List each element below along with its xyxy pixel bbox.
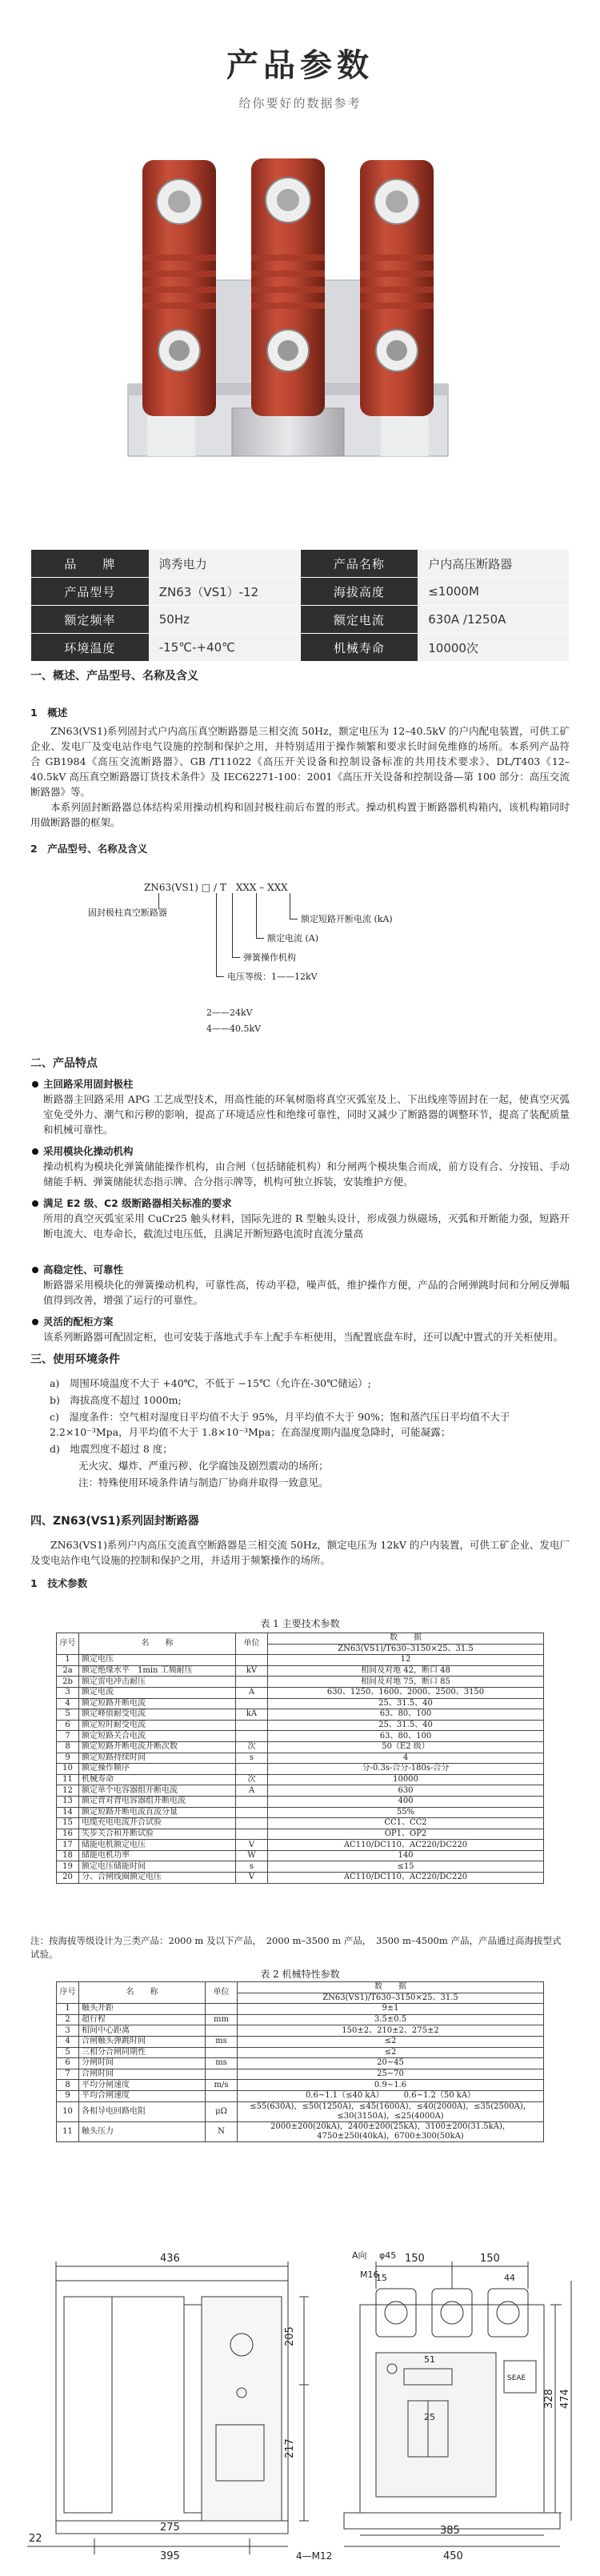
page-header xyxy=(0,0,600,120)
table-header-row xyxy=(57,1633,544,1645)
feature-heading: 灵活的配柜方案 xyxy=(30,1314,570,1329)
feature-heading: 高稳定性、可靠性 xyxy=(30,1262,570,1277)
env-note: 注：特殊使用环境条件请与制造厂协商并取得一致意见。 xyxy=(78,1476,329,1488)
side-view xyxy=(27,2262,309,2554)
table-cell: 25~70 xyxy=(238,2069,544,2080)
feature-text: 所用的真空灭弧室采用 CuCr25 触头材料，国际先进的 R 型触头设计，形成强力纵磁场，灭弧和开断能力强，短路开断电流大、电寿命长，截流过电压低，且满足开断短路电流时直流分量高 xyxy=(43,1212,570,1240)
product-photo xyxy=(112,152,464,472)
table-cell: 150±2、210±2、275±2 xyxy=(238,2025,544,2037)
spec-value: 鸿秀电力 xyxy=(149,550,300,578)
feature-text: 断路器主回路采用 APG 工艺成型技术，用高性能的环氧树脂将真空灭弧室及上、下出线座等固封在一起，使真空灭弧室免受外力、潮气和污秽的影响，提高了环境适应性和绝缘可靠性，同时又减少了断路器的调整环节，提高了装配质量和机械可靠性。 xyxy=(43,1093,570,1136)
table-cell: A xyxy=(236,1687,268,1698)
paragraph: ZN63(VS1)系列户内高压交流真空断路器是三相交流 50Hz，额定电压为 12kV 的户内装置，可供工矿企业、发电厂及变电站作电气设施的控制和保护之用，并适用于频繁操作的场所。 xyxy=(30,1539,570,1566)
table-cell: 15 xyxy=(57,1818,79,1829)
table-cell xyxy=(236,1829,268,1840)
table-row xyxy=(57,1677,544,1688)
spec-row xyxy=(31,634,570,662)
model-label: 电压等级：1——12kV xyxy=(227,972,318,982)
page-subtitle: 给你要好的数据参考 xyxy=(238,96,362,110)
spec-value: 户内高压断路器 xyxy=(418,550,570,578)
spec-key: 品 牌 xyxy=(31,550,150,578)
table-cell xyxy=(236,1764,268,1775)
table-row xyxy=(57,1873,544,1884)
spec-key: 额定电流 xyxy=(300,606,418,634)
front-view xyxy=(344,2262,571,2546)
model-label: 2——24kV xyxy=(206,1008,253,1018)
table-cell: AC110/DC110、AC220/DC220 xyxy=(268,1873,544,1884)
table-row xyxy=(57,1840,544,1851)
table-cell: N xyxy=(206,2121,238,2141)
section-vs1 xyxy=(30,1514,570,1591)
table-cell: 9 xyxy=(57,1753,79,1764)
table-cell: 19 xyxy=(57,1861,79,1873)
feature-text: 操动机构为模块化弹簧储能操作机构，由合闸（包括储能机构）和分闸两个模块集合而成，前方设有合、分按钮、手动储能手柄、弹簧储能状态指示牌、合分指示牌等，机构可独立拆装，安装维护方便。 xyxy=(43,1160,570,1188)
view-a-label: A向 xyxy=(352,2250,367,2261)
table-cell xyxy=(236,1796,268,1807)
spec-value: -15℃-+40℃ xyxy=(149,634,300,662)
table-row xyxy=(57,1807,544,1818)
feature-text: 断路器采用模块化的弹簧操动机构，可靠性高，传动平稳，噪声低，维护操作方便，产品的合闸弹跳时间和分闸反弹幅值得到改善，增强了运行的可靠性。 xyxy=(43,1279,570,1306)
table-cell: 次 xyxy=(236,1741,268,1753)
table-row xyxy=(57,1829,544,1840)
table-cell: 6 xyxy=(57,2058,79,2069)
table-cell: V xyxy=(236,1840,268,1851)
table-cell: ms xyxy=(206,2036,238,2047)
table-header-cell: 名 称 xyxy=(79,1633,236,1655)
table-cell: s xyxy=(236,1753,268,1764)
model-label: 额定短路开断电流 (kA) xyxy=(301,914,393,924)
table-cell: 10 xyxy=(57,2101,79,2121)
table-cell: A xyxy=(236,1785,268,1797)
table-row xyxy=(57,1764,544,1775)
table-cell: kA xyxy=(236,1709,268,1721)
model-label: 弹簧操作机构 xyxy=(243,952,296,963)
table-cell: AC110/DC110、AC220/DC220 xyxy=(268,1840,544,1851)
table-cell: μΩ xyxy=(206,2101,238,2121)
dim-328: 328 xyxy=(543,2389,555,2409)
feature-heading: 主回路采用固封极柱 xyxy=(30,1076,570,1092)
section-overview xyxy=(30,669,570,856)
table-row xyxy=(57,2090,544,2101)
table-cell xyxy=(236,1720,268,1731)
table-cell xyxy=(206,2004,238,2015)
model-label: 固封极柱真空断路器 xyxy=(88,907,167,918)
table-cell: 额定雷电冲击耐压 xyxy=(79,1677,236,1688)
table-cell: 12 xyxy=(57,1785,79,1797)
table-cell: 次 xyxy=(236,1774,268,1785)
table-cell: 机械寿命 xyxy=(79,1774,236,1785)
table-row xyxy=(57,1698,544,1709)
dimension-drawing xyxy=(24,2249,576,2561)
spec-key: 海拔高度 xyxy=(300,578,418,606)
env-item: a) 周围环境温度不大于 +40℃，不低于 −15℃（允许在-30℃储运）; xyxy=(50,1377,371,1389)
table-cell: 7 xyxy=(57,1731,79,1742)
table-cell xyxy=(206,2025,238,2037)
table-cell: 额定电流 xyxy=(79,1687,236,1698)
dim-m12: 4—M12 xyxy=(296,2550,333,2561)
table-cell: 10 xyxy=(57,1764,79,1775)
table-row xyxy=(57,1861,544,1873)
table-cell: 合闸时间 xyxy=(79,2069,206,2080)
section-heading: 三、使用环境条件 xyxy=(30,1353,120,1366)
table-cell: 0.6~1.1（≤40 kA） 0.6~1.2（50 kA） xyxy=(238,2090,544,2101)
spec-row xyxy=(31,606,570,634)
table-cell: 25、31.5、40 xyxy=(268,1698,544,1709)
table-cell: 16 xyxy=(57,1829,79,1840)
dim-150-left: 150 xyxy=(405,2253,425,2265)
table-cell: 合闸触头弹跳时间 xyxy=(79,2036,206,2047)
section-features xyxy=(30,1056,570,1344)
feature-heading: 满足 E2 级、C2 级断路器相关标准的要求 xyxy=(30,1196,570,1211)
model-code-diagram xyxy=(88,880,393,1000)
dim-m16: M16 xyxy=(360,2270,379,2280)
pole-left xyxy=(142,160,216,416)
table-cell: 4 xyxy=(57,2036,79,2047)
table-cell: 11 xyxy=(57,2121,79,2141)
table-cell: 5 xyxy=(57,2047,79,2058)
env-item: c) 湿度条件：空气相对湿度日平均值不大于 95%，月平均值不大于 90%；饱和蒸汽压日平均值不大于 2.2×10⁻³Mpa，月平均值不大于 1.8×10⁻³Mpa；在高湿度期内温度急降时，可能凝露； xyxy=(50,1411,510,1438)
spec-table xyxy=(30,549,570,662)
table-cell: 20 xyxy=(57,1873,79,1884)
table-cell: 7 xyxy=(57,2069,79,2080)
table-cell: 400 xyxy=(268,1796,544,1807)
table-cell: 额定电压储能时间 xyxy=(79,1861,236,1873)
spec-key: 机械寿命 xyxy=(300,634,418,662)
table-row xyxy=(57,2080,544,2091)
table-cell: 140 xyxy=(268,1850,544,1861)
table-row xyxy=(57,2069,544,2080)
dim-150-right: 150 xyxy=(480,2253,500,2265)
dim-22: 22 xyxy=(29,2533,42,2545)
table-row xyxy=(57,1774,544,1785)
table-row xyxy=(57,1720,544,1731)
table-cell: 额定短路开断电流直流分量 xyxy=(79,1807,236,1818)
table-header-cell: 序号 xyxy=(57,1982,79,2004)
table-cell: 触头开距 xyxy=(79,2004,206,2015)
table-cell: ≤55(630A)，≤50(1250A)，≤45(1600A)，≤40(2000A)，≤35(2500A)，≤30(3150A)，≤25(4000A) xyxy=(238,2101,544,2121)
table-cell xyxy=(206,2069,238,2080)
table-cell: 630 xyxy=(268,1785,544,1797)
table-row xyxy=(57,1741,544,1753)
table-header-cell: 名 称 xyxy=(79,1982,206,2004)
table-cell: 3 xyxy=(57,2025,79,2037)
table-cell: 11 xyxy=(57,1774,79,1785)
dim-51: 51 xyxy=(424,2354,435,2365)
table-cell: 2000±200(20kA)，2400±200(25kA)，3100±200(31.5kA)，4750±250(40kA)，6700±300(50kA) xyxy=(238,2121,544,2141)
spec-key: 产品型号 xyxy=(31,578,150,606)
table-cell: 50（E2 级） xyxy=(268,1741,544,1753)
table-cell: 14 xyxy=(57,1807,79,1818)
table-cell xyxy=(236,1698,268,1709)
spec-row xyxy=(31,578,570,606)
table-cell: 平均分闸速度 xyxy=(79,2080,206,2091)
table-cell: 相间中心距离 xyxy=(79,2025,206,2037)
table-cell: 6 xyxy=(57,1720,79,1731)
table-header-cell: 序号 xyxy=(57,1633,79,1655)
spec-value: ZN63（VS1）-12 xyxy=(149,578,300,606)
table-cell: V xyxy=(236,1873,268,1884)
table-cell: 额定短时耐受电流 xyxy=(79,1720,236,1731)
altitude-note: 注：按海拔等级设计为三类产品：2000 m 及以下产品， 2000 m–3500 m 产品， 3500 m–4500m 产品，产品通过高海拔型式试验。 xyxy=(30,1935,562,1960)
dim-25: 25 xyxy=(424,2412,435,2422)
table-cell xyxy=(236,1731,268,1742)
table-cell: 额定峰值耐受电流 xyxy=(79,1709,236,1721)
table-cell: 额定短路开断电流开断次数 xyxy=(79,1741,236,1753)
table-cell: 3.5±0.5 xyxy=(238,2014,544,2025)
section-heading: 二、产品特点 xyxy=(30,1057,98,1070)
table-cell: 630、1250、1600、2000、2500、3150 xyxy=(268,1687,544,1698)
section-heading: 一、概述、产品型号、名称及含义 xyxy=(30,670,198,683)
table-cell: 9±1 xyxy=(238,2004,544,2015)
dim-15: 15 xyxy=(376,2273,387,2283)
table-cell: 9 xyxy=(57,2090,79,2101)
dim-phi45: φ45 xyxy=(379,2250,397,2261)
table-cell: ≤15 xyxy=(268,1861,544,1873)
table-row xyxy=(57,2121,544,2141)
table-header-cell: 数 据 xyxy=(238,1982,544,1993)
table-cell: 超行程 xyxy=(79,2014,206,2025)
table-cell: 失步关合和开断试验 xyxy=(79,1829,236,1840)
table-cell: 8 xyxy=(57,2080,79,2091)
table2-caption: 表 2 机械特性参数 xyxy=(260,1969,340,1980)
pole-right xyxy=(360,160,434,416)
table-row xyxy=(57,2047,544,2058)
drawing-badge: SEAE xyxy=(507,2374,526,2382)
env-item: b) 海拔高度不超过 1000m; xyxy=(50,1394,182,1406)
table-cell: 3 xyxy=(57,1687,79,1698)
table-cell: 25、31.5、40 xyxy=(268,1720,544,1731)
table-cell: W xyxy=(236,1850,268,1861)
section-environment xyxy=(30,1352,570,1492)
table-row xyxy=(57,1687,544,1698)
model-label: 4——40.5kV xyxy=(206,1024,262,1034)
table-cell: m/s xyxy=(206,2080,238,2091)
table-cell: 63、80、100 xyxy=(268,1731,544,1742)
table-cell: 三相分合闸同期性 xyxy=(79,2047,206,2058)
subsection-heading: 2 产品型号、名称及含义 xyxy=(30,843,148,855)
table-cell xyxy=(236,1655,268,1666)
table-cell: mm xyxy=(206,2014,238,2025)
dim-44: 44 xyxy=(504,2273,515,2283)
table-cell: 各相导电回路电阻 xyxy=(79,2101,206,2121)
dim-385: 385 xyxy=(440,2525,460,2537)
table-cell: 4 xyxy=(268,1753,544,1764)
table-cell: 2b xyxy=(57,1677,79,1688)
table-row xyxy=(57,1796,544,1807)
table-cell: 额定电压 xyxy=(79,1655,236,1666)
table-cell: 平均合闸速度 xyxy=(79,2090,206,2101)
table-subheader-cell: ZN63(VS1)/T630–3150×25、31.5 xyxy=(268,1644,544,1655)
table-cell: 储能电机功率 xyxy=(79,1850,236,1861)
table-cell: 1 xyxy=(57,2004,79,2015)
table-header-cell: 数 据 xyxy=(268,1633,544,1645)
model-voltage-options xyxy=(176,1005,336,1037)
subsection-heading: 1 技术参数 xyxy=(30,1577,88,1589)
table-header-cell: 单位 xyxy=(206,1982,238,2004)
table-cell: 额定绝缘水平 1min 工频耐压 xyxy=(79,1665,236,1677)
dim-474: 474 xyxy=(559,2389,571,2409)
table-row xyxy=(57,2058,544,2069)
table-row xyxy=(57,2004,544,2015)
table-cell: 2 xyxy=(57,2014,79,2025)
table-cell: 12 xyxy=(268,1655,544,1666)
table-cell: 8 xyxy=(57,1741,79,1753)
table-row xyxy=(57,2014,544,2025)
table-cell: 额定操作顺序 xyxy=(79,1764,236,1775)
table-cell: ≤2 xyxy=(238,2036,544,2047)
table-cell xyxy=(236,1818,268,1829)
page-title: 产品参数 xyxy=(226,47,374,84)
subsection-heading: 1 概述 xyxy=(30,707,68,719)
table-cell: 13 xyxy=(57,1796,79,1807)
table-cell: 额定短路关合电流 xyxy=(79,1731,236,1742)
table-cell: 相间及对地 42，断口 48 xyxy=(268,1665,544,1677)
spec-value: 630A /1250A xyxy=(418,606,570,634)
feature-text: 该系列断路器可配固定柜，也可安装于落地式手车上配手车柜使用，当配置底盘车时，还可以配中置式的开关柜使用。 xyxy=(43,1331,564,1343)
table-cell: 分闸时间 xyxy=(79,2058,206,2069)
section-heading: 四、ZN63(VS1)系列固封断路器 xyxy=(30,1515,199,1528)
table-cell: 分-0.3s-合分-180s-合分 xyxy=(268,1764,544,1775)
table-cell: kV xyxy=(236,1665,268,1677)
table-cell: 63、80、100 xyxy=(268,1709,544,1721)
table-cell: 2a xyxy=(57,1665,79,1677)
table2-mechanical-params xyxy=(56,1981,544,2142)
table-header-cell: 单位 xyxy=(236,1633,268,1655)
table-cell xyxy=(236,1677,268,1688)
table-cell: 0.9~1.6 xyxy=(238,2080,544,2091)
table-subheader-cell: ZN63(VS1)/T630–3150×25、31.5 xyxy=(238,1993,544,2004)
table-cell: 17 xyxy=(57,1840,79,1851)
table-row xyxy=(57,1785,544,1797)
table-cell: 电缆充电电流开合试验 xyxy=(79,1818,236,1829)
dim-205: 205 xyxy=(284,2326,296,2346)
table-row xyxy=(57,2101,544,2121)
table-cell: 分、合闸线圈额定电压 xyxy=(79,1873,236,1884)
dim-217: 217 xyxy=(284,2438,296,2458)
table-cell xyxy=(236,1807,268,1818)
pole-center xyxy=(251,158,325,416)
spec-key: 产品名称 xyxy=(300,550,418,578)
table-cell: 5 xyxy=(57,1709,79,1721)
table-cell: 4 xyxy=(57,1698,79,1709)
table1-main-params xyxy=(56,1633,544,1884)
env-item: 无火灾、爆炸、严重污秽、化学腐蚀及剧烈震动的场所； xyxy=(78,1460,329,1472)
dim-450: 450 xyxy=(443,2550,463,2561)
table-row xyxy=(57,2025,544,2037)
table-row xyxy=(57,1753,544,1764)
model-code: ZN63(VS1) □ / T XXX – XXX xyxy=(144,882,288,893)
table-row xyxy=(57,1731,544,1742)
spec-key: 额定频率 xyxy=(31,606,150,634)
table-cell: 额定短路持续时间 xyxy=(79,1753,236,1764)
table-cell: OP1、OP2 xyxy=(268,1829,544,1840)
table-header-row xyxy=(57,1982,544,1993)
feature-heading: 采用模块化操动机构 xyxy=(30,1144,570,1159)
env-item: d) 地震烈度不超过 8 度； xyxy=(50,1443,173,1455)
table-row xyxy=(57,1665,544,1677)
table-cell xyxy=(206,2047,238,2058)
paragraph: 本系列固封断路器总体结构采用操动机构和固封极柱前后布置的形式。操动机构置于断路器机构箱内，该机构箱同时用做断路器的框架。 xyxy=(30,801,570,828)
dim-275: 275 xyxy=(160,2522,180,2534)
spec-row xyxy=(31,550,570,578)
table-cell: ms xyxy=(206,2058,238,2069)
table-row xyxy=(57,2036,544,2047)
table-cell: 额定单个电容器组开断电流 xyxy=(79,1785,236,1797)
dim-436: 436 xyxy=(160,2253,180,2265)
table-cell: ≤2 xyxy=(238,2047,544,2058)
table-cell: 额定短路开断电流 xyxy=(79,1698,236,1709)
table-cell: 10000 xyxy=(268,1774,544,1785)
table-cell: 18 xyxy=(57,1850,79,1861)
table-cell: 20~45 xyxy=(238,2058,544,2069)
paragraph: ZN63(VS1)系列固封式户内高压真空断路器是三相交流 50Hz，额定电压为 12–40.5kV 的户内配电装置，可供工矿企业、发电厂及变电站作电气设施的控制和保护之用，并特别适用于操作频繁和要求长时间免维修的场所。本系列产品符合 GB1984《高压交流断路器》、GB /T11022《高压开关设备和控制设备标准的共用技术要求》、DL/T403《12–40.5kV 高压真空断路器订货技术条件》及 IEC62271-100：2001《高压开关设备和控制设备—第 100 部分：高压交流断路器》等。 xyxy=(30,725,570,798)
spec-value: 10000次 xyxy=(418,634,570,662)
table-cell: s xyxy=(236,1861,268,1873)
table-row xyxy=(57,1850,544,1861)
model-label: 额定电流 (A) xyxy=(267,933,319,943)
table-cell: 额定背对背电容器组开断电流 xyxy=(79,1796,236,1807)
table-cell xyxy=(206,2090,238,2101)
spec-key: 环境温度 xyxy=(31,634,150,662)
table-cell: 相间及对地 75，断口 85 xyxy=(268,1677,544,1688)
table-cell: 储能电机额定电压 xyxy=(79,1840,236,1851)
spec-value: ≤1000M xyxy=(418,578,570,606)
table-cell: CC1、CC2 xyxy=(268,1818,544,1829)
dim-395: 395 xyxy=(160,2550,180,2561)
spec-value: 50Hz xyxy=(149,606,300,634)
table-cell: 55% xyxy=(268,1807,544,1818)
table-row xyxy=(57,1655,544,1666)
table-cell: 触头压力 xyxy=(79,2121,206,2141)
table1-caption: 表 1 主要技术参数 xyxy=(260,1618,340,1629)
table-row xyxy=(57,1818,544,1829)
table-cell: 1 xyxy=(57,1655,79,1666)
table-row xyxy=(57,1709,544,1721)
